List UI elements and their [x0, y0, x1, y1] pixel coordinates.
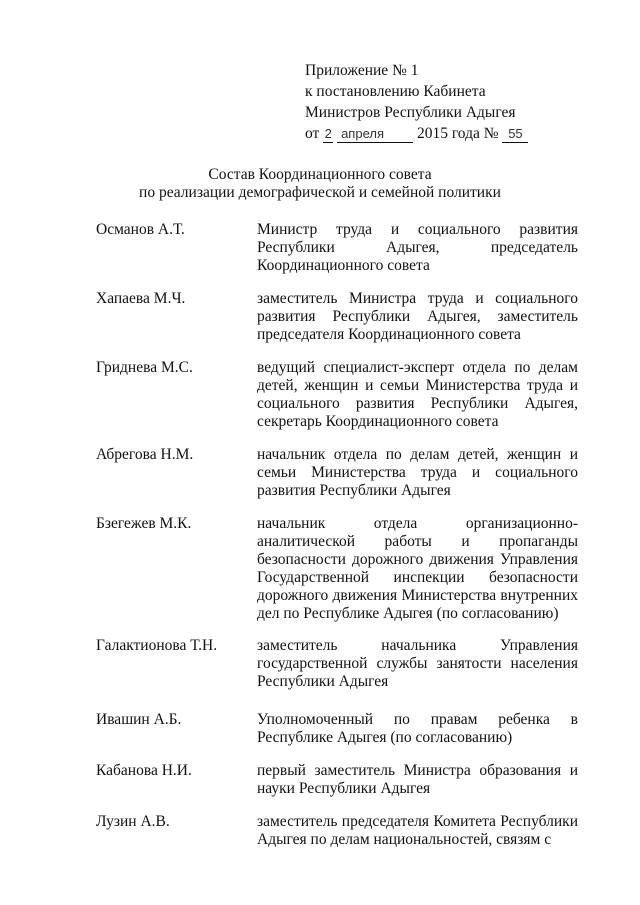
appendix-authority: Министров Республики Адыгея [305, 104, 516, 121]
date-month: апреля [337, 126, 413, 143]
date-year: 2015 года № [416, 125, 499, 142]
member-position: заместитель начальника Управления государственной службы занятости населения Республики Адыгея [257, 637, 578, 690]
member-position: заместитель председателя Комитета Республики Адыгея по делам национальностей, связям с [257, 813, 578, 848]
member-name: Бзегежев М.К. [96, 515, 192, 532]
member-position: ведущий специалист-эксперт отдела по делам детей, женщин и семьи Министерства труда и социального развития Республики Адыгея, секретарь Координационного совета [257, 359, 578, 430]
document-title [0, 166, 640, 202]
decree-number: 55 [502, 126, 528, 143]
member-name: Гриднева М.С. [96, 359, 193, 376]
member-position: первый заместитель Министра образования и науки Республики Адыгея [257, 762, 578, 797]
appendix-header [305, 60, 605, 144]
member-name: Галактионова Т.Н. [96, 637, 218, 654]
member-position: Министр труда и социального развития Республики Адыгея, председатель Координационного совета [257, 221, 578, 274]
date-prefix: от [305, 125, 320, 142]
member-position: заместитель Министра труда и социального развития Республики Адыгея, заместитель председателя Координационного совета [257, 290, 578, 343]
appendix-date-line [305, 123, 605, 144]
member-name: Лузин А.В. [96, 813, 170, 830]
member-name: Османов А.Т. [96, 221, 185, 238]
member-name: Ивашин А.Б. [96, 711, 182, 728]
member-name: Кабанова Н.И. [96, 762, 192, 779]
member-position: Уполномоченный по правам ребенка в Республике Адыгея (по согласованию) [257, 711, 578, 746]
member-name: Абрегова Н.М. [96, 446, 194, 463]
appendix-decree-ref: к постановлению Кабинета [305, 83, 486, 100]
title-line-1: Состав Координационного совета [208, 166, 432, 183]
appendix-number: Приложение № 1 [305, 62, 419, 79]
title-line-2: по реализации демографической и семейной политики [139, 184, 501, 201]
member-position: начальник отдела по делам детей, женщин и семьи Министерства труда и социального развития Республики Адыгея [257, 446, 578, 499]
date-day: 2 [324, 126, 332, 141]
member-position: начальник отдела организационно-аналитической работы и пропаганды безопасности дорожного движения Управления Государственной инспекции безопасности дорожного движения Министерства внутренних дел по Республике Адыгея (по согласованию) [257, 515, 578, 622]
member-name: Хапаева М.Ч. [96, 290, 186, 307]
